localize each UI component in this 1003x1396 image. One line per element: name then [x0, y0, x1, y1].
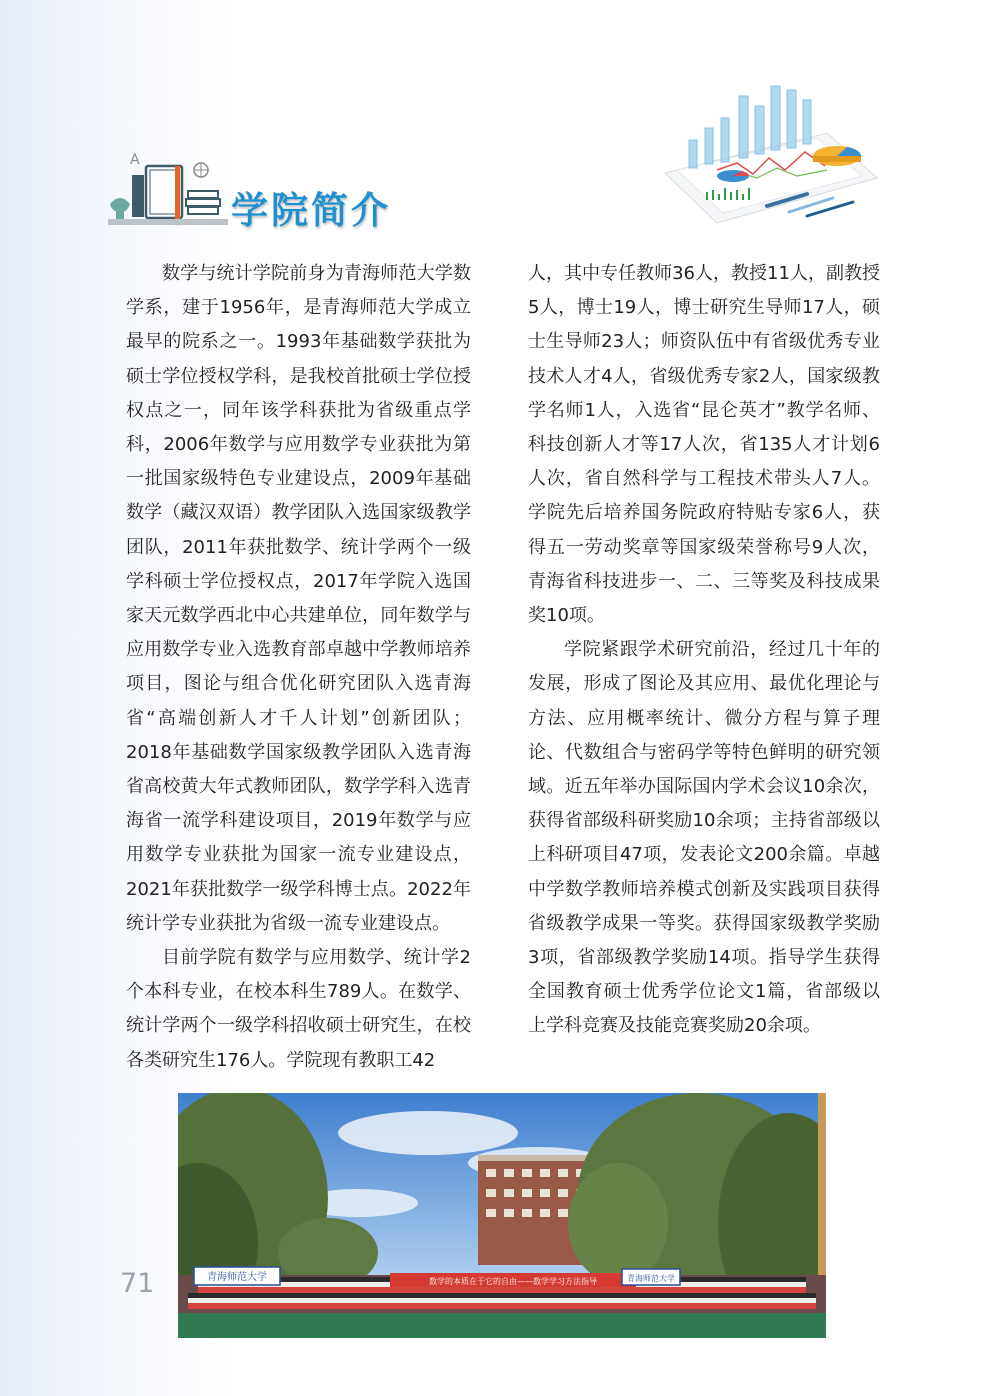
page-number: 71	[120, 1268, 155, 1299]
paragraph: 学院紧跟学术研究前沿，经过几十年的发展，形成了图论及其应用、最优化理论与方法、应用概率统计、微分方程与算子理论、代数组合与密码学等特色鲜明的研究领域。近五年举办国际国内学术会议10余次，获得省部级科研奖励10余项；主持省部级以上科研项目47项，发表论文200余篇。卓越中学数学教师培养模式创新及实践项目获得省级教学成果一等奖。获得国家级教学奖励3项，省部级教学奖励14项。指导学生获得全国教育硕士优秀学位论文1篇，省部级以上学科竞赛及技能竞赛奖励20余项。	[528, 639, 880, 1037]
right-column	[528, 257, 880, 1044]
banner-right: 青海师范大学	[627, 1274, 675, 1283]
charts-infographic-icon	[657, 78, 879, 228]
paragraph: 目前学院有数学与应用数学、统计学2个本科专业，在校本科生789人。在数学、统计学两个一级学科招收硕士研究生，在校各类研究生176人。学院现有教职工42	[126, 947, 471, 1071]
left-column	[126, 257, 471, 1078]
banner-center: 数学的本质在于它的自由——数学学习方法指导	[429, 1277, 597, 1286]
paragraph: 人，其中专任教师36人，教授11人，副教授5人，博士19人，博士研究生导师17人，硕士生导师23人；师资队伍中有省级优秀专业技术人才4人，省级优秀专家2人，国家级教学名师1人，入选省“昆仑英才”教学名师、科技创新人才等17人次，省135人才计划6人次，省自然科学与工程技术带头人7人。学院先后培养国务院政府特贴专家6人，获得五一劳动奖章等国家级荣誉称号9人次，青海省科技进步一、二、三等奖及科技成果奖10项。	[528, 263, 880, 627]
paragraph: 数学与统计学院前身为青海师范大学数学系，建于1956年，是青海师范大学成立最早的院系之一。1993年基础数学获批为硕士学位授权学科，是我校首批硕士学位授权点之一，同年该学科获批为省级重点学科，2006年数学与应用数学专业获批为第一批国家级特色专业建设点，2009年基础数学（藏汉双语）教学团队入选国家级教学团队，2011年获批数学、统计学两个一级学科硕士学位授权点，2017年学院入选国家天元数学西北中心共建单位，同年数学与应用数学专业入选教育部卓越中学教师培养项目，图论与组合优化研究团队入选青海省“高端创新人才千人计划”创新团队；2018年基础数学国家级教学团队入选青海省高校黄大年式教师团队，数学学科入选青海省一流学科建设项目，2019年数学与应用数学专业获批为国家一流专业建设点，2021年获批数学一级学科博士点。2022年统计学专业获批为省级一流专业建设点。	[126, 263, 471, 934]
svg-text:A: A	[130, 152, 140, 168]
books-icon	[108, 148, 228, 226]
group-photo	[178, 1093, 826, 1338]
banner-left: 青海师范大学	[207, 1272, 267, 1283]
section-title: 学院简介	[231, 189, 391, 232]
